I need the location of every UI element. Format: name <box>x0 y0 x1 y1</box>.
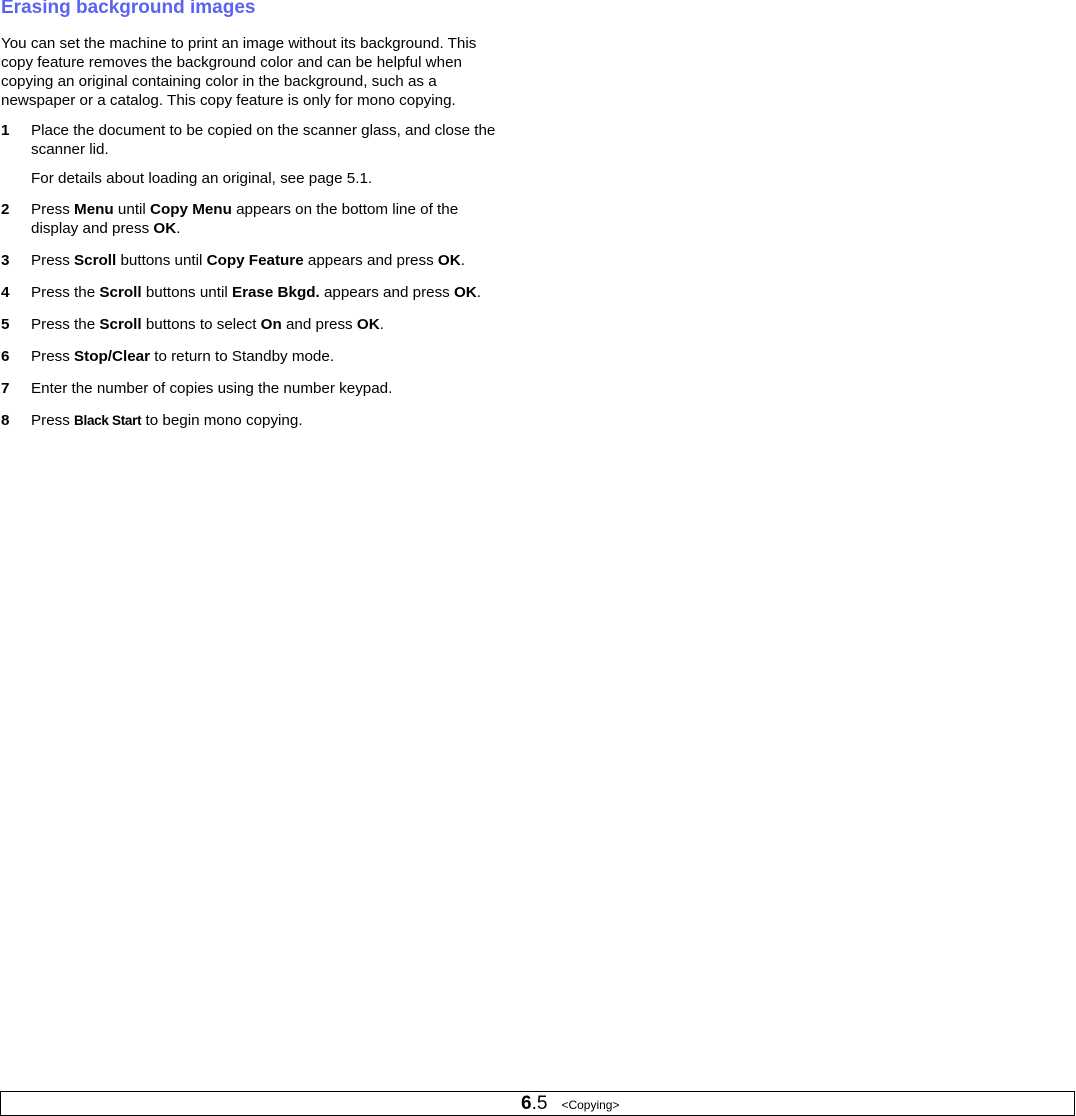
step-text-part: Press <box>31 348 75 365</box>
step-text-part: appears and press <box>319 284 454 301</box>
step-text-part: Press <box>31 201 75 218</box>
step-text-part: appears on the bottom line of the display and press <box>31 201 459 237</box>
step-text-part: Press <box>31 412 75 429</box>
display-text-copy-feature: Copy Feature <box>206 252 304 269</box>
step-text-part: . <box>460 252 465 269</box>
key-name-stop-clear: Stop/Clear <box>74 348 150 365</box>
step-number: 3 <box>1 252 10 269</box>
step-text-part: to return to Standby mode. <box>150 348 335 365</box>
key-name-scroll: Scroll <box>99 284 142 301</box>
step-number: 2 <box>1 201 10 218</box>
footer-section-label: <Copying> <box>561 1098 620 1112</box>
step-text-part: and press <box>281 316 357 333</box>
step-note: For details about loading an original, see page 5.1. <box>31 170 373 187</box>
section-heading: Erasing background images <box>1 0 256 18</box>
step-text-part: Press the <box>31 284 100 301</box>
step-text-part: buttons until <box>141 284 232 301</box>
step-text: Place the document to be copied on the scanner glass, and close the scanner lid. <box>31 122 496 158</box>
page-footer <box>0 1091 1075 1116</box>
step-number: 8 <box>1 412 10 429</box>
display-text-erase-bkgd: Erase Bkgd. <box>231 284 320 301</box>
display-text-on: On <box>260 316 282 333</box>
key-name-ok: OK <box>437 252 461 269</box>
step-text-part: . <box>176 220 181 237</box>
step-number: 5 <box>1 316 10 333</box>
step-number: 6 <box>1 348 10 365</box>
intro-paragraph: You can set the machine to print an image without its background. This copy feature removes the background color and can be helpful when copying an original containing color in the background, such as a newspaper or a catalog. This copy feature is only for mono copying. <box>1 35 477 109</box>
step-text <box>31 200 506 238</box>
key-name-menu: Menu <box>74 201 114 218</box>
step-text <box>31 347 506 366</box>
step-text <box>31 283 506 302</box>
step-text-part: Press the <box>31 316 100 333</box>
step-number: 1 <box>1 122 10 139</box>
step-text <box>31 411 506 430</box>
step-number: 4 <box>1 284 10 301</box>
key-name-ok: OK <box>453 284 477 301</box>
step-text <box>31 315 506 334</box>
page-number-page: .5 <box>531 1093 548 1114</box>
step-text-part: to begin mono copying. <box>141 412 303 429</box>
key-name-ok: OK <box>153 220 177 237</box>
footer-content <box>521 1093 619 1115</box>
step-text-part: Press <box>31 252 75 269</box>
step-text <box>31 251 506 270</box>
step-text-part: buttons to select <box>141 316 261 333</box>
page-number-chapter: 6 <box>521 1093 532 1114</box>
key-name-scroll: Scroll <box>74 252 117 269</box>
key-name-scroll: Scroll <box>99 316 142 333</box>
step-text: Enter the number of copies using the number keypad. <box>31 380 393 397</box>
step-text-part: buttons until <box>116 252 207 269</box>
step-text-part: . <box>379 316 384 333</box>
step-number: 7 <box>1 380 10 397</box>
step-text-part: . <box>476 284 481 301</box>
key-name-black-start: Black Start <box>74 413 142 428</box>
display-text-copy-menu: Copy Menu <box>150 201 232 218</box>
step-text-part: appears and press <box>303 252 438 269</box>
step-text-part: until <box>113 201 151 218</box>
key-name-ok: OK <box>356 316 380 333</box>
